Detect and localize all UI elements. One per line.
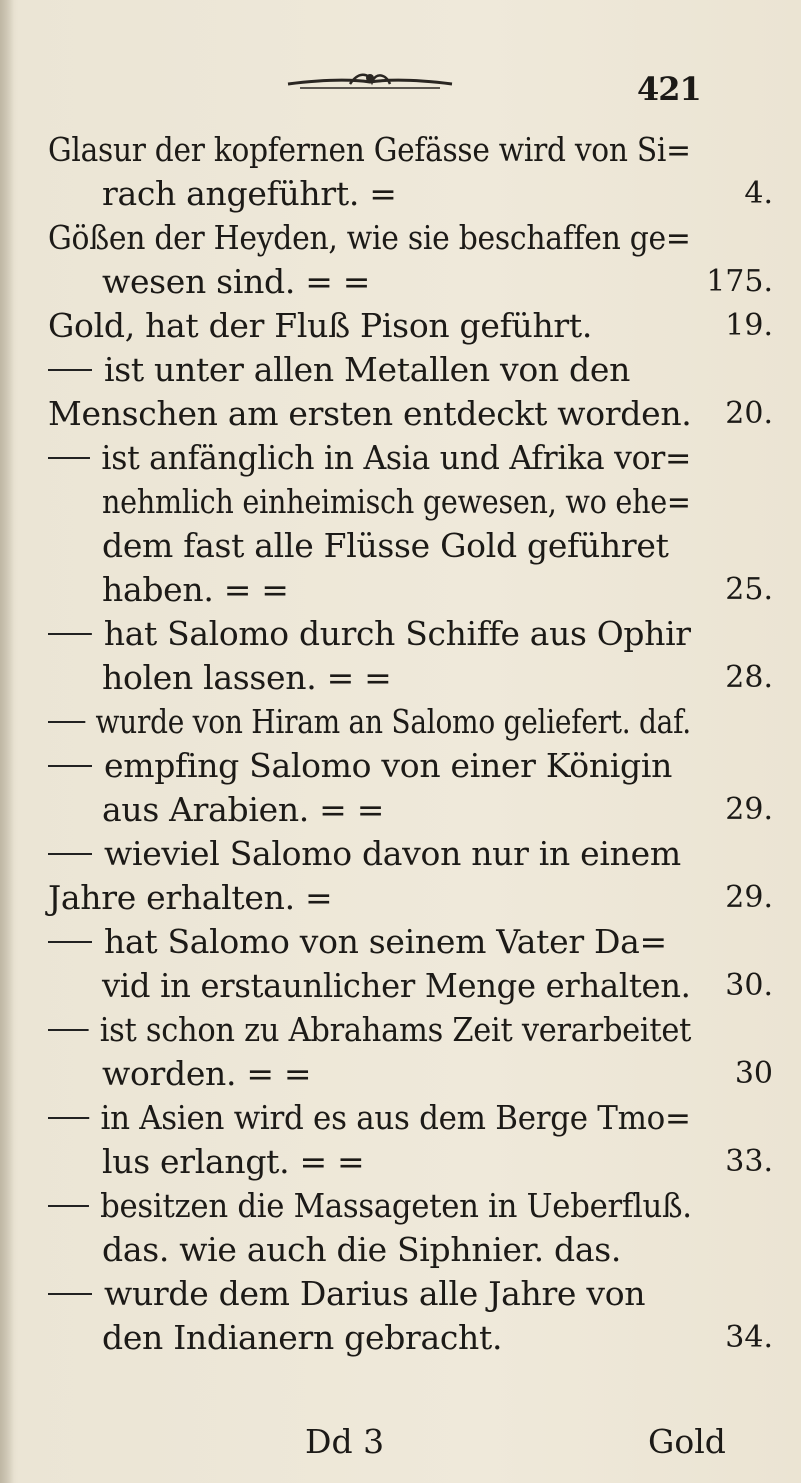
index-line	[48, 306, 592, 346]
index-line	[102, 1054, 311, 1094]
signature-mark: Dd 3	[305, 1422, 385, 1461]
ditto-dash	[48, 765, 92, 767]
index-line	[48, 746, 672, 786]
index-line	[48, 878, 332, 918]
catchword: Gold	[648, 1422, 726, 1461]
entry-text: holen lassen. = =	[102, 658, 392, 697]
entry-text: wesen sind. = =	[102, 262, 371, 301]
index-line	[48, 1098, 691, 1138]
ditto-dash	[48, 853, 92, 855]
index-line	[102, 174, 397, 214]
entry-text: worden. = =	[102, 1054, 312, 1093]
entry-page-ref: 29.	[725, 792, 773, 827]
entry-text: Glasur der kopfernen Gefässe wird von Si=	[48, 130, 691, 169]
entry-text: aus Arabien. = =	[102, 790, 385, 829]
entry-page-ref: 30	[734, 1056, 773, 1091]
entry-text: hat Salomo durch Schiffe aus Ophir	[103, 614, 691, 653]
entry-text: ist schon zu Abrahams Zeit verarbeitet	[99, 1010, 692, 1049]
index-line	[102, 1318, 502, 1358]
ditto-dash	[48, 457, 90, 459]
entry-text: Gößen der Heyden, wie sie beschaffen ge=	[48, 218, 691, 257]
entry-text: besitzen die Massageten in Ueberfluß.	[100, 1186, 692, 1225]
ditto-dash	[48, 1117, 89, 1119]
entry-text: haben. = =	[102, 570, 289, 609]
entry-page-ref: 30.	[725, 968, 773, 1003]
index-line	[48, 1186, 692, 1226]
index-line	[102, 482, 691, 522]
entry-text: wurde von Hiram an Salomo geliefert. daf.	[95, 702, 691, 741]
entry-text: ist unter allen Metallen von den	[104, 350, 631, 389]
index-line	[102, 570, 289, 610]
entry-text: ist anfänglich in Asia und Afrika vor=	[101, 438, 692, 477]
index-line	[48, 438, 691, 478]
ditto-dash	[48, 369, 92, 371]
entry-page-ref: 29.	[725, 880, 773, 915]
entry-page-ref: 175.	[706, 264, 773, 299]
entry-text: Menschen am ersten entdeckt worden.	[48, 394, 692, 433]
ditto-dash	[48, 1293, 92, 1295]
entry-text: das. wie auch die Siphnier. das.	[102, 1230, 622, 1269]
entry-text: lus erlangt. = =	[102, 1142, 365, 1181]
ditto-dash	[48, 633, 92, 635]
entry-text: wurde dem Darius alle Jahre von	[104, 1274, 646, 1313]
index-line	[48, 614, 691, 654]
index-line	[102, 966, 691, 1006]
index-line	[48, 702, 691, 742]
index-line	[102, 790, 384, 830]
ditto-dash	[48, 721, 85, 723]
entry-page-ref: 34.	[725, 1320, 773, 1355]
entry-text: in Asien wird es aus dem Berge Tmo=	[100, 1098, 691, 1137]
entry-text: Gold, hat der Fluß Pison geführt.	[48, 306, 593, 345]
entry-page-ref: 4.	[744, 176, 773, 211]
entry-text: rach angeführt. =	[102, 174, 397, 213]
entry-page-ref: 19.	[725, 308, 773, 343]
index-line	[48, 922, 667, 962]
entry-text: nehmlich einheimisch gewesen, wo ehe=	[102, 482, 691, 521]
entry-text: wieviel Salomo davon nur in einem	[104, 834, 681, 873]
entry-page-ref: 25.	[725, 572, 773, 607]
page-number: 421	[637, 70, 701, 108]
index-line	[102, 262, 370, 302]
entry-page-ref: 33.	[725, 1144, 773, 1179]
index-line	[102, 1230, 621, 1270]
entry-page-ref: 20.	[725, 396, 773, 431]
ditto-dash	[48, 1029, 89, 1031]
entry-text: Jahre erhalten. =	[48, 878, 333, 917]
index-line	[48, 834, 681, 874]
index-line	[48, 350, 630, 390]
index-line	[48, 394, 691, 434]
index-line	[48, 1274, 645, 1314]
entry-page-ref: 28.	[725, 660, 773, 695]
entry-text: vid in erstaunlicher Menge erhalten.	[102, 966, 691, 1005]
entry-text: hat Salomo von seinem Vater Da=	[104, 922, 667, 961]
ditto-dash	[48, 1205, 89, 1207]
ditto-dash	[48, 941, 92, 943]
index-line	[48, 1010, 691, 1050]
index-line	[48, 130, 691, 170]
index-line	[102, 1142, 364, 1182]
index-line	[48, 218, 691, 258]
index-line	[102, 526, 669, 566]
entry-text: dem fast alle Flüsse Gold geführet	[102, 526, 669, 565]
index-line	[102, 658, 392, 698]
entry-text: empfing Salomo von einer Königin	[104, 746, 673, 785]
entry-text: den Indianern gebracht.	[102, 1318, 503, 1357]
